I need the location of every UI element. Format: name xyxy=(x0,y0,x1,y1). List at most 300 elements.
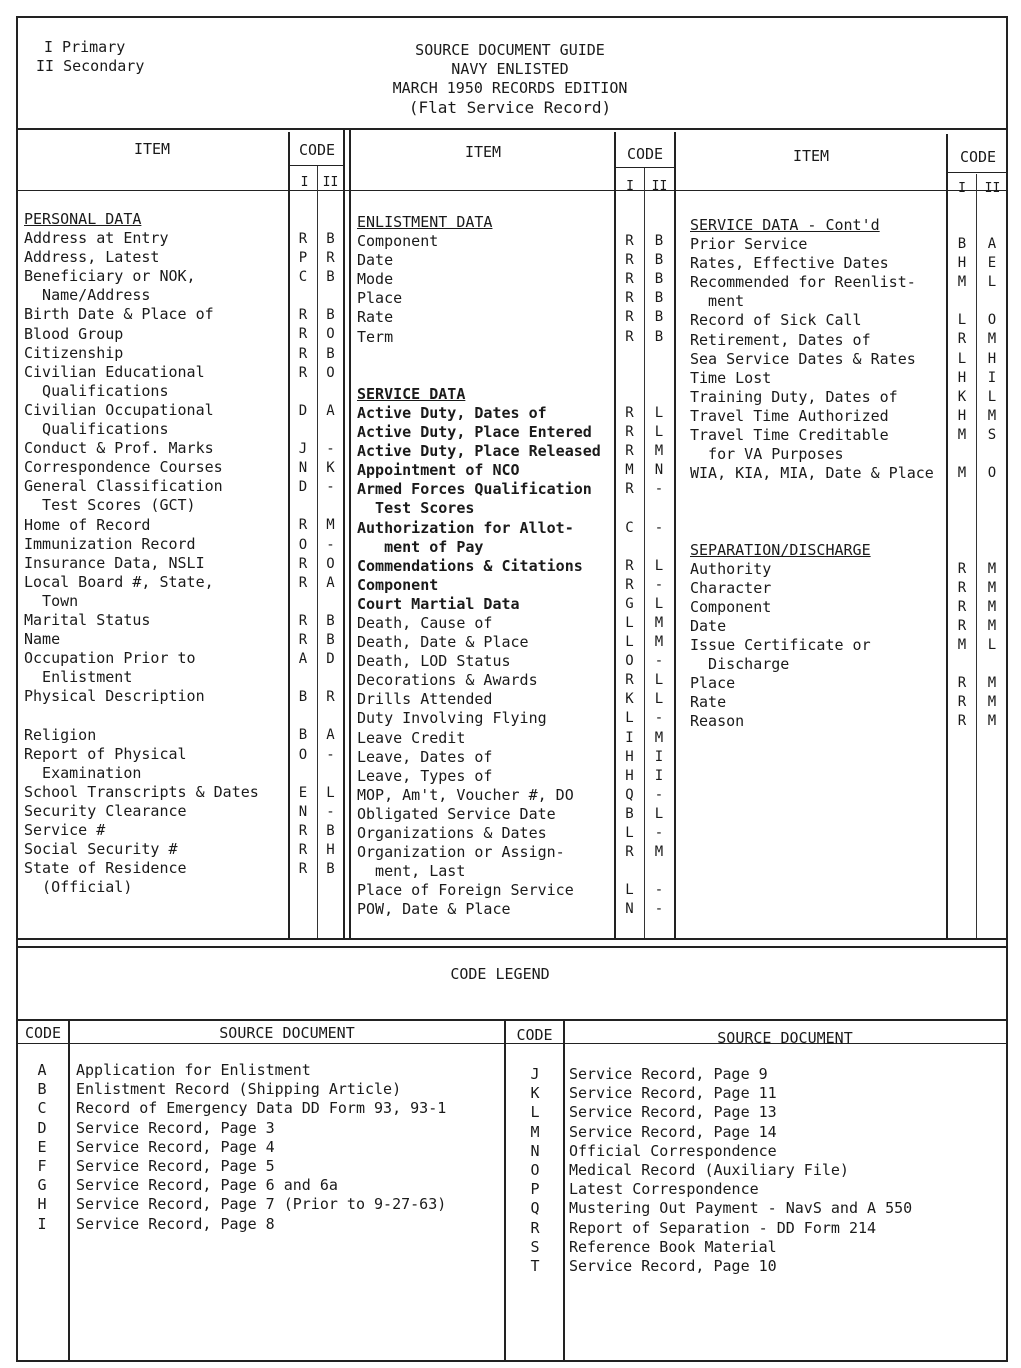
table-row: Civilian Occupational xyxy=(24,400,214,419)
primary-code-cell: B xyxy=(298,689,308,706)
table-row: Death, Date & Place xyxy=(357,633,529,652)
table-row: PERSONAL DATA xyxy=(24,210,142,228)
legend-code: C xyxy=(37,1099,47,1118)
table-row: Place xyxy=(357,289,403,308)
col3-code-subrule xyxy=(948,172,1008,173)
primary-code-cell xyxy=(948,483,976,502)
col2-code-ii: II xyxy=(651,179,668,194)
secondary-code-cell: B xyxy=(326,345,335,362)
secondary-code-cell xyxy=(645,347,673,366)
primary-code-cell: M xyxy=(957,636,967,653)
table-row: Character xyxy=(690,578,772,597)
table-row: Service # xyxy=(24,821,106,839)
table-row: MOP, Am't, Voucher #, DO xyxy=(357,785,574,804)
primary-code-cell: D xyxy=(298,402,308,419)
table-row: Active Duty, Place Released xyxy=(357,442,601,461)
table-row: ment, Last xyxy=(357,862,466,881)
legend-source-document: Enlistment Record (Shipping Article) xyxy=(76,1080,402,1099)
primary-code-cell: A xyxy=(298,651,308,668)
table-row: Mode xyxy=(357,270,394,289)
primary-code-cell xyxy=(616,213,643,232)
legend-middle-divider xyxy=(504,1019,506,1362)
primary-code-cell xyxy=(616,862,643,881)
primary-code-cell: R xyxy=(625,252,634,269)
primary-code-cell: H xyxy=(957,407,967,424)
primary-code-cell xyxy=(948,521,976,540)
secondary-code-cell: - xyxy=(654,825,664,841)
table-row: Commendations & Citations xyxy=(357,556,583,575)
col1-item-header: ITEM xyxy=(133,140,171,158)
primary-code-cell: R xyxy=(625,576,634,593)
secondary-code-cell: L xyxy=(654,404,664,421)
primary-code-cell: R xyxy=(957,617,967,634)
secondary-code-cell: - xyxy=(326,479,335,496)
col1-secondary-codes xyxy=(318,230,343,898)
primary-code-cell: N xyxy=(298,460,308,477)
secondary-code-cell: M xyxy=(326,517,335,534)
table-row: General Classification xyxy=(24,477,223,496)
primary-code-cell: L xyxy=(957,350,967,367)
legend-source-document: Mustering Out Payment - NavS and A 550 xyxy=(569,1199,913,1218)
secondary-code-cell: E xyxy=(987,255,997,272)
primary-code-cell: R xyxy=(625,443,634,460)
secondary-code-cell: - xyxy=(654,882,664,899)
primary-code-cell xyxy=(616,499,643,518)
table-row: Organizations & Dates xyxy=(357,824,547,842)
table-row: Retirement, Dates of xyxy=(690,330,871,349)
table-row xyxy=(690,522,945,541)
primary-code-cell xyxy=(290,765,316,784)
primary-code-cell xyxy=(616,385,643,404)
secondary-code-cell: I xyxy=(654,748,664,765)
table-row: Prior Service xyxy=(690,235,808,254)
secondary-code-cell: I xyxy=(987,369,997,386)
table-row: Component xyxy=(690,597,772,616)
secondary-code-cell: B xyxy=(326,307,335,324)
table-row: Address, Latest xyxy=(24,248,160,267)
table-row: WIA, KIA, MIA, Date & Place xyxy=(690,464,934,483)
table-row: Place xyxy=(690,674,736,693)
legend-code: L xyxy=(530,1103,540,1122)
legend-source-document: Official Correspondence xyxy=(569,1141,777,1160)
primary-code-cell xyxy=(290,421,316,440)
legend-code: I xyxy=(37,1214,47,1233)
primary-code-cell: B xyxy=(625,805,634,822)
secondary-code-cell: S xyxy=(987,426,997,443)
col1-code-header: CODE xyxy=(298,141,336,159)
primary-code-cell: R xyxy=(625,481,634,498)
primary-code-cell: R xyxy=(298,517,308,534)
title-line-1: SOURCE DOCUMENT GUIDE xyxy=(415,41,605,59)
table-row: Leave, Dates of xyxy=(357,747,493,766)
priority-secondary: II Secondary xyxy=(36,57,145,75)
col1-code-subrule xyxy=(290,165,343,166)
col1-item-list xyxy=(24,210,286,897)
table-row: Rates, Effective Dates xyxy=(690,254,889,273)
col3-item-header: ITEM xyxy=(792,147,830,165)
col3-code-header: CODE xyxy=(959,148,997,166)
table-row: Obligated Service Date xyxy=(357,804,556,823)
secondary-code-cell: M xyxy=(987,694,997,711)
secondary-code-cell: L xyxy=(987,274,997,291)
col3-item-list xyxy=(690,216,945,732)
secondary-code-cell: M xyxy=(654,614,664,631)
primary-code-cell: R xyxy=(298,612,308,629)
secondary-code-cell: M xyxy=(987,675,997,692)
primary-code-cell xyxy=(948,445,976,464)
primary-code-cell: R xyxy=(298,631,308,648)
primary-code-cell: R xyxy=(625,672,634,689)
table-row: Conduct & Prof. Marks xyxy=(24,439,214,458)
col3-code-ii: II xyxy=(984,181,1001,196)
primary-code-cell: R xyxy=(625,309,634,326)
secondary-code-cell xyxy=(645,499,673,518)
col1-col2-divider xyxy=(343,128,345,940)
legend-left-docs xyxy=(76,1061,500,1234)
secondary-code-cell xyxy=(318,421,343,440)
legend-code: A xyxy=(37,1061,47,1079)
secondary-code-cell: A xyxy=(987,236,997,252)
primary-code-cell: J xyxy=(298,441,308,458)
primary-code-cell: R xyxy=(957,579,967,596)
primary-code-cell: L xyxy=(625,882,634,899)
legend-code: N xyxy=(530,1141,540,1160)
table-header-rule xyxy=(16,190,1008,191)
primary-code-cell: R xyxy=(957,675,967,692)
primary-code-cell: O xyxy=(298,746,308,763)
secondary-code-cell: O xyxy=(987,465,997,482)
legend-right-codes xyxy=(510,1065,560,1276)
table-row: Occupation Prior to xyxy=(24,649,196,668)
table-row: Security Clearance xyxy=(24,801,187,820)
primary-code-cell: L xyxy=(625,710,634,727)
table-row: Name/Address xyxy=(24,286,151,305)
table-row: SERVICE DATA - Cont'd xyxy=(690,216,880,234)
table-row: Component xyxy=(357,232,439,251)
table-row: Rate xyxy=(357,308,394,327)
secondary-code-cell: O xyxy=(326,364,335,381)
legend-source-document: Service Record, Page 8 xyxy=(76,1214,275,1233)
primary-code-cell: R xyxy=(957,713,967,730)
primary-code-cell: H xyxy=(625,748,634,765)
table-row: Immunization Record xyxy=(24,534,196,553)
table-row: Examination xyxy=(24,763,142,782)
table-row: Time Lost xyxy=(690,368,772,387)
col3-primary-codes xyxy=(948,235,976,731)
secondary-code-cell: - xyxy=(326,803,335,820)
legend-source-document: Latest Correspondence xyxy=(569,1180,759,1199)
secondary-code-cell: B xyxy=(326,269,335,286)
col2-item-list xyxy=(357,213,613,919)
legend-code: O xyxy=(530,1160,540,1179)
legend-code: M xyxy=(530,1122,540,1141)
table-row xyxy=(357,347,613,366)
primary-code-cell: B xyxy=(298,727,308,744)
primary-code-cell: K xyxy=(625,691,634,708)
table-row: Correspondence Courses xyxy=(24,458,223,477)
table-row: Qualifications xyxy=(24,420,169,439)
secondary-code-cell: H xyxy=(326,842,335,858)
legend-source-document: Record of Emergency Data DD Form 93, 93-1 xyxy=(76,1099,447,1118)
primary-code-cell xyxy=(290,497,316,516)
primary-code-cell xyxy=(616,347,643,366)
legend-source-document: Service Record, Page 6 and 6a xyxy=(76,1176,338,1195)
table-row: School Transcripts & Dates xyxy=(24,782,259,801)
secondary-code-cell: - xyxy=(654,653,664,670)
primary-code-cell: G xyxy=(625,595,634,612)
primary-code-cell: M xyxy=(957,274,967,291)
table-row xyxy=(690,502,945,521)
table-row: Discharge xyxy=(690,655,790,674)
primary-code-cell: R xyxy=(625,844,634,861)
legend-source-document: Application for Enlistment xyxy=(76,1061,311,1079)
legend-code: Q xyxy=(530,1199,540,1218)
table-row: Term xyxy=(357,327,394,346)
legend-code: H xyxy=(37,1195,47,1214)
secondary-code-cell: O xyxy=(326,326,335,343)
primary-code-cell: Q xyxy=(625,786,634,803)
primary-code-cell: L xyxy=(957,312,967,329)
table-row: Civilian Educational xyxy=(24,362,205,381)
secondary-code-cell xyxy=(645,213,673,232)
primary-code-cell: R xyxy=(625,404,634,421)
primary-code-cell: H xyxy=(957,255,967,272)
primary-code-cell: O xyxy=(625,653,634,670)
table-row: Training Duty, Dates of xyxy=(690,387,898,406)
table-row: Issue Certificate or xyxy=(690,636,871,655)
legend-code: B xyxy=(37,1080,47,1099)
legend-right-source-header: SOURCE DOCUMENT xyxy=(717,1029,853,1047)
secondary-code-cell xyxy=(645,538,673,557)
table-row: Beneficiary or NOK, xyxy=(24,267,196,286)
primary-code-cell: R xyxy=(298,861,308,878)
legend-left-code-divider xyxy=(68,1019,70,1362)
legend-right-docs xyxy=(569,1065,1001,1276)
legend-code: K xyxy=(530,1084,540,1103)
legend-left-codes xyxy=(20,1061,64,1234)
primary-code-cell: K xyxy=(957,388,967,405)
table-row: Birth Date & Place of xyxy=(24,305,214,324)
table-row: Appointment of NCO xyxy=(357,461,520,480)
secondary-code-cell: L xyxy=(654,805,664,822)
table-row: Physical Description xyxy=(24,687,205,706)
legend-source-document: Service Record, Page 9 xyxy=(569,1065,768,1083)
table-row: Date xyxy=(357,251,394,270)
table-row: Drills Attended xyxy=(357,690,493,709)
secondary-code-cell: H xyxy=(987,350,997,367)
secondary-code-cell: M xyxy=(987,713,997,730)
table-row: Leave, Types of xyxy=(357,766,493,785)
primary-code-cell xyxy=(290,287,316,306)
secondary-code-cell xyxy=(645,366,673,385)
primary-code-cell: L xyxy=(625,614,634,631)
secondary-code-cell: L xyxy=(654,557,664,574)
secondary-code-cell xyxy=(318,593,343,612)
legend-source-document: Report of Separation - DD Form 214 xyxy=(569,1218,877,1237)
table-row: SEPARATION/DISCHARGE xyxy=(690,540,871,559)
secondary-code-cell: M xyxy=(987,407,997,424)
secondary-code-cell: B xyxy=(654,271,664,288)
secondary-code-cell: B xyxy=(654,290,664,307)
table-row: Address at Entry xyxy=(24,229,169,248)
legend-source-document: Service Record, Page 4 xyxy=(76,1137,275,1156)
table-row: Sea Service Dates & Rates xyxy=(690,349,916,368)
legend-source-document: Service Record, Page 7 (Prior to 9-27-63) xyxy=(76,1195,447,1214)
primary-code-cell: O xyxy=(298,536,308,553)
secondary-code-cell xyxy=(318,669,343,688)
primary-code-cell: R xyxy=(298,574,308,591)
primary-code-cell: R xyxy=(298,555,308,572)
secondary-code-cell xyxy=(977,483,1007,502)
legend-source-document: Service Record, Page 11 xyxy=(569,1084,777,1103)
table-row: Town xyxy=(24,591,79,610)
primary-code-cell: R xyxy=(298,231,308,247)
table-row: Record of Sick Call xyxy=(690,311,862,330)
secondary-code-cell xyxy=(977,521,1007,540)
legend-code: J xyxy=(530,1065,540,1083)
secondary-code-cell: D xyxy=(326,651,335,668)
secondary-code-cell: L xyxy=(987,388,997,405)
col2-primary-codes xyxy=(616,213,643,919)
secondary-code-cell: R xyxy=(326,250,335,267)
secondary-code-cell: B xyxy=(326,822,335,839)
table-row: Leave Credit xyxy=(357,728,466,747)
primary-code-cell: R xyxy=(625,328,634,345)
col2-col3-divider xyxy=(674,132,676,938)
legend-code: D xyxy=(37,1118,47,1137)
primary-code-cell: M xyxy=(957,465,967,482)
table-row: Active Duty, Place Entered xyxy=(357,423,592,442)
table-row: Date xyxy=(690,616,727,635)
title-line-4: (Flat Service Record) xyxy=(408,98,612,117)
table-row: ment xyxy=(690,292,745,311)
legend-code: G xyxy=(37,1176,47,1195)
primary-code-cell: H xyxy=(625,767,634,784)
primary-code-cell xyxy=(290,879,316,898)
secondary-code-cell: B xyxy=(326,612,335,629)
primary-code-cell xyxy=(616,538,643,557)
secondary-code-cell: B xyxy=(326,861,335,878)
primary-code-cell: E xyxy=(298,784,308,801)
primary-code-cell: C xyxy=(298,269,308,286)
secondary-code-cell: M xyxy=(654,729,664,746)
secondary-code-cell: L xyxy=(326,784,335,801)
secondary-code-cell: M xyxy=(654,443,664,460)
primary-code-cell: R xyxy=(298,345,308,362)
primary-code-cell: R xyxy=(957,560,967,577)
secondary-code-cell: M xyxy=(987,331,997,348)
table-row: SERVICE DATA xyxy=(357,384,466,403)
table-row: Death, Cause of xyxy=(357,613,493,632)
primary-code-cell: H xyxy=(957,369,967,386)
col2-code-header: CODE xyxy=(626,145,664,163)
table-row: Test Scores (GCT) xyxy=(24,496,196,515)
secondary-code-cell xyxy=(645,385,673,404)
legend-code: P xyxy=(530,1180,540,1199)
secondary-code-cell xyxy=(977,541,1007,560)
table-row: Enlistment xyxy=(24,668,133,687)
primary-code-cell: I xyxy=(625,729,634,746)
secondary-code-cell: - xyxy=(654,710,664,727)
secondary-code-cell: B xyxy=(654,233,664,250)
table-row: Death, LOD Status xyxy=(357,652,511,671)
primary-code-cell xyxy=(290,383,316,402)
primary-code-cell: N xyxy=(298,803,308,820)
primary-code-cell: L xyxy=(625,634,634,651)
primary-code-cell: D xyxy=(298,479,308,496)
table-row: Organization or Assign- xyxy=(357,843,565,862)
table-row: Social Security # xyxy=(24,840,178,859)
legend-title: CODE LEGEND xyxy=(450,965,550,983)
table-row: for VA Purposes xyxy=(690,445,844,464)
secondary-code-cell xyxy=(318,707,343,726)
table-bottom-rule xyxy=(16,938,1008,940)
legend-right-code-divider xyxy=(563,1019,565,1362)
secondary-code-cell: B xyxy=(654,328,664,345)
legend-source-document: Service Record, Page 14 xyxy=(569,1122,777,1141)
table-row: Insurance Data, NSLI xyxy=(24,553,205,572)
col2-item-header: ITEM xyxy=(464,143,502,161)
primary-code-cell: L xyxy=(625,825,634,841)
table-row: Travel Time Creditable xyxy=(690,426,889,445)
primary-code-cell xyxy=(290,707,316,726)
col3-secondary-codes xyxy=(977,235,1007,731)
table-row: POW, Date & Place xyxy=(357,900,511,919)
secondary-code-cell: - xyxy=(654,901,664,918)
secondary-code-cell: N xyxy=(654,462,664,479)
table-top-rule xyxy=(16,128,1008,130)
primary-code-cell: B xyxy=(957,236,967,252)
col1-code-i: I xyxy=(300,175,309,190)
secondary-code-cell: O xyxy=(326,555,335,572)
table-row: State of Residence xyxy=(24,859,187,878)
legend-header-top-rule xyxy=(16,1019,1008,1021)
table-row: Duty Involving Flying xyxy=(357,709,547,728)
table-row: Religion xyxy=(24,725,97,744)
legend-code: E xyxy=(37,1137,47,1156)
primary-code-cell: M xyxy=(625,462,634,479)
table-row: Authority xyxy=(690,559,772,578)
col1-primary-codes xyxy=(290,230,316,898)
table-row xyxy=(357,366,613,385)
secondary-code-cell: B xyxy=(326,631,335,648)
legend-code: R xyxy=(530,1218,540,1237)
title-line-2: NAVY ENLISTED xyxy=(451,60,569,78)
secondary-code-cell xyxy=(318,879,343,898)
legend-left-source-header: SOURCE DOCUMENT xyxy=(219,1024,355,1042)
table-row: Court Martial Data xyxy=(357,594,520,613)
table-row: Blood Group xyxy=(24,324,124,343)
secondary-code-cell xyxy=(977,445,1007,464)
legend-left-code-header: CODE xyxy=(24,1024,62,1042)
secondary-code-cell xyxy=(318,765,343,784)
primary-code-cell xyxy=(948,541,976,560)
secondary-code-cell: M xyxy=(987,617,997,634)
table-row xyxy=(690,483,945,502)
legend-source-document: Service Record, Page 13 xyxy=(569,1103,777,1122)
secondary-code-cell: - xyxy=(326,536,335,553)
secondary-code-cell: - xyxy=(654,786,664,803)
table-row: Authorization for Allot- xyxy=(357,518,574,537)
secondary-code-cell: M xyxy=(654,634,664,651)
table-row: Reason xyxy=(690,712,745,731)
legend-source-document: Service Record, Page 5 xyxy=(76,1156,275,1175)
table-row: Home of Record xyxy=(24,515,151,534)
table-row: Name xyxy=(24,630,61,649)
primary-code-cell: C xyxy=(625,519,634,536)
secondary-code-cell: I xyxy=(654,767,664,784)
legend-code: F xyxy=(37,1156,47,1175)
